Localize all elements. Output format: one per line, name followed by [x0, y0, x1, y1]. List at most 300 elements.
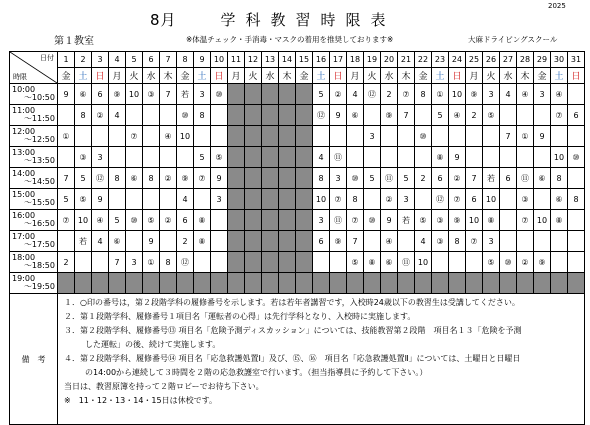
lesson-cell: [534, 105, 551, 126]
lesson-cell: [398, 126, 415, 147]
closed-cell: [92, 273, 109, 294]
lesson-cell: ④: [160, 126, 177, 147]
lesson-cell: ⑧: [364, 252, 381, 273]
lesson-cell: 5: [194, 147, 211, 168]
lesson-cell: [211, 231, 228, 252]
lesson-cell: ⑦: [347, 210, 364, 231]
lesson-cell: [109, 147, 126, 168]
month-label: 8月: [150, 11, 177, 29]
period-time-cell: [10, 210, 58, 231]
period-end: ～11:50: [23, 114, 55, 123]
weekday-cell: 水: [143, 68, 160, 84]
lesson-cell: [364, 231, 381, 252]
corner-cell: [10, 52, 58, 84]
period-start: 16:00: [12, 211, 36, 220]
lesson-cell: ⑦: [126, 126, 143, 147]
date-cell: 7: [160, 52, 177, 68]
period-time-cell: [10, 273, 58, 294]
weekday-cell: 木: [160, 68, 177, 84]
closed-cell: [262, 189, 279, 210]
lesson-cell: [75, 126, 92, 147]
lesson-cell: ⑨: [449, 210, 466, 231]
lesson-cell: 4: [92, 231, 109, 252]
weekday-cell: 土: [551, 68, 568, 84]
period-end: ～15:50: [23, 198, 55, 207]
lesson-cell: ⑨: [330, 231, 347, 252]
period-row: [10, 189, 585, 210]
period-row: [10, 252, 585, 273]
health-notice: ※体温チェック・手消毒・マスクの着用を推奨しております※: [186, 35, 394, 44]
closed-cell: [279, 273, 296, 294]
lesson-cell: ⑦: [517, 210, 534, 231]
note-line: した運転」の後、続けて実施します。: [85, 340, 221, 349]
lesson-cell: ⑤: [483, 105, 500, 126]
lesson-cell: ④: [449, 105, 466, 126]
lesson-cell: ⑥: [75, 84, 92, 105]
closed-cell: [75, 273, 92, 294]
lesson-cell: [500, 189, 517, 210]
weekday-cell: 月: [109, 68, 126, 84]
lesson-cell: 3: [483, 231, 500, 252]
period-start: 12:00: [12, 127, 36, 136]
lesson-cell: ②: [517, 252, 534, 273]
lesson-cell: [517, 231, 534, 252]
closed-cell: [279, 168, 296, 189]
lesson-cell: [466, 252, 483, 273]
closed-cell: [381, 273, 398, 294]
lesson-cell: ③: [432, 210, 449, 231]
lesson-cell: ②: [381, 189, 398, 210]
closed-cell: [551, 273, 568, 294]
closed-cell: [296, 273, 313, 294]
lesson-cell: 3: [313, 210, 330, 231]
lesson-cell: ③: [517, 189, 534, 210]
closed-cell: [228, 231, 245, 252]
closed-cell: [296, 147, 313, 168]
closed-cell: [109, 273, 126, 294]
lesson-cell: [551, 126, 568, 147]
lesson-cell: ⑪: [517, 168, 534, 189]
period-time-cell: [10, 105, 58, 126]
lesson-cell: ⑩: [415, 126, 432, 147]
period-row: [10, 126, 585, 147]
lesson-cell: ⑩: [177, 105, 194, 126]
closed-cell: [296, 210, 313, 231]
closed-cell: [228, 147, 245, 168]
period-start: 17:00: [12, 232, 36, 241]
lesson-cell: [381, 126, 398, 147]
closed-cell: [177, 273, 194, 294]
closed-cell: [330, 273, 347, 294]
lesson-cell: ③: [432, 231, 449, 252]
lesson-cell: 2: [58, 252, 75, 273]
lesson-cell: ⑪: [398, 252, 415, 273]
weekday-cell: 火: [483, 68, 500, 84]
lesson-cell: 若: [483, 168, 500, 189]
lesson-cell: 8: [347, 189, 364, 210]
weekday-cell: 日: [211, 68, 228, 84]
lesson-cell: [126, 147, 143, 168]
lesson-cell: ⑦: [551, 105, 568, 126]
date-cell: 26: [483, 52, 500, 68]
closed-cell: [126, 273, 143, 294]
closed-cell: [500, 273, 517, 294]
page-title: [150, 9, 396, 30]
lesson-cell: 6: [313, 231, 330, 252]
lesson-cell: [347, 147, 364, 168]
period-end: ～19:50: [23, 282, 55, 291]
lesson-cell: [92, 126, 109, 147]
weekday-cell: 金: [415, 68, 432, 84]
date-cell: 4: [109, 52, 126, 68]
closed-cell: [398, 273, 415, 294]
closed-cell: [194, 273, 211, 294]
note-line: の14:00から連続して３時間を２階の応急救護室で行います。（担当指導員に予約して下さい。）: [85, 368, 428, 377]
period-row: [10, 231, 585, 252]
lesson-cell: 10: [177, 126, 194, 147]
lesson-cell: ⑫: [313, 105, 330, 126]
date-header-row: [10, 52, 585, 68]
closed-cell: [262, 147, 279, 168]
period-row: [10, 84, 585, 105]
lesson-cell: ②: [92, 105, 109, 126]
period-time-cell: [10, 252, 58, 273]
lesson-cell: 8: [568, 189, 585, 210]
closed-cell: [245, 252, 262, 273]
lesson-cell: [58, 147, 75, 168]
closed-cell: [245, 147, 262, 168]
lesson-cell: 8: [160, 252, 177, 273]
lesson-cell: ②: [160, 168, 177, 189]
lesson-cell: 2: [177, 231, 194, 252]
notes-body: [58, 294, 585, 425]
lesson-cell: 5: [364, 168, 381, 189]
lesson-cell: [75, 252, 92, 273]
period-start: 13:00: [12, 148, 36, 157]
weekday-cell: 水: [262, 68, 279, 84]
note-line: ３．第２段階学科、履修番号⑬ 項目名「危険予測ディスカッション」については、技能教習第２段階 項目名１３「危険を予測: [64, 326, 522, 335]
lesson-cell: ⑩: [126, 210, 143, 231]
lesson-cell: ⑪: [330, 147, 347, 168]
closed-cell: [245, 231, 262, 252]
closed-cell: [466, 273, 483, 294]
lesson-cell: [58, 231, 75, 252]
note-line: 当日は、教習原簿を持って２階ロビーでお待ち下さい。: [64, 382, 264, 391]
lesson-cell: [211, 126, 228, 147]
closed-cell: [296, 126, 313, 147]
lesson-cell: [160, 231, 177, 252]
lesson-cell: ⑥: [347, 105, 364, 126]
weekday-cell: 日: [92, 68, 109, 84]
lesson-cell: 若: [177, 84, 194, 105]
lesson-cell: ⑦: [449, 189, 466, 210]
lesson-cell: [568, 210, 585, 231]
lesson-cell: 2: [466, 105, 483, 126]
lesson-cell: 3: [92, 147, 109, 168]
lesson-cell: [432, 252, 449, 273]
date-cell: 24: [449, 52, 466, 68]
lesson-cell: 10: [551, 147, 568, 168]
lesson-cell: 4: [313, 147, 330, 168]
date-cell: 23: [432, 52, 449, 68]
lesson-cell: ⑨: [381, 105, 398, 126]
period-time-cell: [10, 84, 58, 105]
date-cell: 2: [75, 52, 92, 68]
lesson-cell: ⑨: [466, 84, 483, 105]
lesson-cell: ⑧: [194, 231, 211, 252]
lesson-cell: ⑩: [347, 168, 364, 189]
date-cell: 22: [415, 52, 432, 68]
lesson-cell: [500, 231, 517, 252]
lesson-cell: 8: [143, 168, 160, 189]
period-end: ～14:50: [23, 177, 55, 186]
period-start: 19:00: [12, 274, 36, 283]
date-cell: 30: [551, 52, 568, 68]
lesson-cell: [415, 105, 432, 126]
lesson-cell: [160, 189, 177, 210]
lesson-cell: 5: [398, 168, 415, 189]
lesson-cell: [330, 126, 347, 147]
lesson-cell: [109, 126, 126, 147]
lesson-cell: [466, 126, 483, 147]
lesson-cell: 4: [347, 84, 364, 105]
date-cell: 31: [568, 52, 585, 68]
lesson-cell: ⑩: [211, 84, 228, 105]
lesson-cell: 10: [466, 210, 483, 231]
closed-cell: [58, 273, 75, 294]
lesson-cell: 8: [75, 105, 92, 126]
lesson-cell: 9: [58, 84, 75, 105]
date-cell: 12: [245, 52, 262, 68]
lesson-cell: 10: [534, 210, 551, 231]
lesson-cell: [534, 189, 551, 210]
lesson-cell: 10: [415, 252, 432, 273]
lesson-cell: ④: [551, 84, 568, 105]
lesson-cell: ⑪: [330, 210, 347, 231]
lesson-cell: ⑫: [177, 252, 194, 273]
weekday-cell: 土: [75, 68, 92, 84]
lesson-cell: [568, 126, 585, 147]
period-start: 15:00: [12, 190, 36, 199]
lesson-cell: ⑫: [432, 189, 449, 210]
date-cell: 15: [296, 52, 313, 68]
date-cell: 16: [313, 52, 330, 68]
lesson-cell: ⑪: [381, 168, 398, 189]
note-line: ※ 11・12・13・14・15日は休校です。: [64, 396, 217, 405]
lesson-cell: ⑩: [364, 210, 381, 231]
lesson-cell: 若: [398, 210, 415, 231]
weekday-cell: 木: [279, 68, 296, 84]
lesson-cell: ⑨: [177, 168, 194, 189]
lesson-cell: 3: [330, 168, 347, 189]
lesson-cell: ④: [381, 231, 398, 252]
closed-cell: [262, 273, 279, 294]
note-line: ４．第２段階学科、履修番号⑭ 項目名「応急救護処置Ⅰ」及び、⑮、⑯ 項目名「応急救護処置Ⅱ」については、土曜日と日曜日: [64, 354, 521, 363]
closed-cell: [245, 105, 262, 126]
lesson-cell: ④: [92, 210, 109, 231]
lesson-cell: [143, 189, 160, 210]
weekday-header-row: [10, 68, 585, 84]
period-time-cell: [10, 168, 58, 189]
closed-cell: [245, 273, 262, 294]
lesson-cell: ⑧: [432, 147, 449, 168]
year-label: 2025: [548, 2, 566, 10]
lesson-cell: 7: [500, 126, 517, 147]
period-row: [10, 105, 585, 126]
date-cell: 28: [517, 52, 534, 68]
lesson-cell: 10: [75, 210, 92, 231]
date-cell: 21: [398, 52, 415, 68]
date-cell: 6: [143, 52, 160, 68]
closed-cell: [432, 273, 449, 294]
lesson-cell: [517, 147, 534, 168]
period-row: [10, 273, 585, 294]
period-start: 18:00: [12, 253, 36, 262]
lesson-cell: [449, 252, 466, 273]
closed-cell: [279, 105, 296, 126]
period-time-cell: [10, 126, 58, 147]
date-cell: 10: [211, 52, 228, 68]
lesson-cell: ⑩: [500, 252, 517, 273]
closed-cell: [228, 126, 245, 147]
lesson-cell: ⑤: [75, 189, 92, 210]
lesson-cell: ④: [517, 84, 534, 105]
lesson-cell: [109, 189, 126, 210]
lesson-cell: [194, 252, 211, 273]
closed-cell: [296, 168, 313, 189]
lesson-cell: [483, 147, 500, 168]
lesson-cell: ⑨: [534, 252, 551, 273]
weekday-cell: 土: [313, 68, 330, 84]
period-end: ～10:50: [23, 93, 55, 102]
date-cell: 13: [262, 52, 279, 68]
lesson-cell: [381, 147, 398, 168]
closed-cell: [228, 273, 245, 294]
lesson-cell: 9: [534, 126, 551, 147]
lesson-cell: ⑤: [143, 210, 160, 231]
lesson-cell: 4: [415, 231, 432, 252]
lesson-cell: [143, 147, 160, 168]
weekday-cell: 日: [449, 68, 466, 84]
lesson-cell: [415, 189, 432, 210]
period-end: ～17:50: [23, 240, 55, 249]
lesson-cell: 3: [194, 84, 211, 105]
closed-cell: [228, 252, 245, 273]
note-line: ２．第１段階学科、履修番号１項目名「運転者の心得」は先行学科となり、入校時に実施します。: [64, 312, 416, 321]
lesson-cell: 6: [466, 189, 483, 210]
lesson-cell: ⑦: [330, 189, 347, 210]
lesson-cell: [500, 105, 517, 126]
lesson-cell: [398, 231, 415, 252]
closed-cell: [245, 126, 262, 147]
lesson-cell: 5: [313, 84, 330, 105]
weekday-cell: 日: [568, 68, 585, 84]
lesson-cell: 6: [568, 105, 585, 126]
lesson-cell: [500, 147, 517, 168]
lesson-cell: 3: [534, 84, 551, 105]
closed-cell: [245, 189, 262, 210]
closed-cell: [279, 210, 296, 231]
closed-cell: [228, 189, 245, 210]
lesson-cell: [313, 252, 330, 273]
lesson-cell: ①: [517, 126, 534, 147]
lesson-cell: ⑫: [92, 168, 109, 189]
closed-cell: [296, 252, 313, 273]
weekday-cell: 金: [296, 68, 313, 84]
lesson-cell: [364, 147, 381, 168]
notes-label: 備 考: [10, 294, 58, 425]
closed-cell: [228, 210, 245, 231]
closed-cell: [262, 168, 279, 189]
closed-cell: [262, 210, 279, 231]
closed-cell: [415, 273, 432, 294]
schedule-table: [9, 51, 585, 425]
lesson-cell: ⑩: [568, 147, 585, 168]
lesson-cell: ⑤: [415, 210, 432, 231]
date-cell: 25: [466, 52, 483, 68]
lesson-cell: 8: [109, 168, 126, 189]
weekday-cell: 火: [126, 68, 143, 84]
lesson-cell: ③: [143, 84, 160, 105]
period-start: 14:00: [12, 169, 36, 178]
lesson-cell: ⑤: [483, 252, 500, 273]
lesson-cell: [551, 252, 568, 273]
lesson-cell: ⑫: [364, 84, 381, 105]
weekday-cell: 金: [534, 68, 551, 84]
lesson-cell: [313, 126, 330, 147]
lesson-cell: ⑥: [551, 189, 568, 210]
notes-row: [10, 294, 585, 425]
lesson-cell: ⑦: [398, 84, 415, 105]
closed-cell: [245, 210, 262, 231]
lesson-cell: [143, 126, 160, 147]
lesson-cell: 5: [58, 189, 75, 210]
lesson-cell: 4: [500, 84, 517, 105]
date-cell: 19: [364, 52, 381, 68]
lesson-cell: [517, 105, 534, 126]
period-time-cell: [10, 189, 58, 210]
lesson-cell: [568, 231, 585, 252]
lesson-cell: 3: [483, 84, 500, 105]
lesson-cell: 9: [92, 189, 109, 210]
weekday-cell: 月: [228, 68, 245, 84]
lesson-cell: 7: [58, 168, 75, 189]
lesson-cell: 4: [177, 189, 194, 210]
closed-cell: [262, 252, 279, 273]
period-end: ～18:50: [23, 261, 55, 270]
lesson-cell: ⑥: [109, 231, 126, 252]
lesson-cell: [534, 231, 551, 252]
lesson-cell: 7: [347, 231, 364, 252]
lesson-cell: ⑦: [466, 231, 483, 252]
period-time-cell: [10, 147, 58, 168]
closed-cell: [296, 189, 313, 210]
lesson-cell: 8: [313, 168, 330, 189]
closed-cell: [262, 105, 279, 126]
lesson-cell: [143, 105, 160, 126]
period-row: [10, 168, 585, 189]
lesson-cell: [568, 252, 585, 273]
lesson-cell: 8: [415, 84, 432, 105]
lesson-cell: [160, 147, 177, 168]
weekday-cell: 火: [245, 68, 262, 84]
date-cell: 18: [347, 52, 364, 68]
lesson-cell: [466, 147, 483, 168]
lesson-cell: 7: [109, 252, 126, 273]
date-cell: 11: [228, 52, 245, 68]
lesson-cell: [534, 147, 551, 168]
lesson-cell: 6: [500, 168, 517, 189]
